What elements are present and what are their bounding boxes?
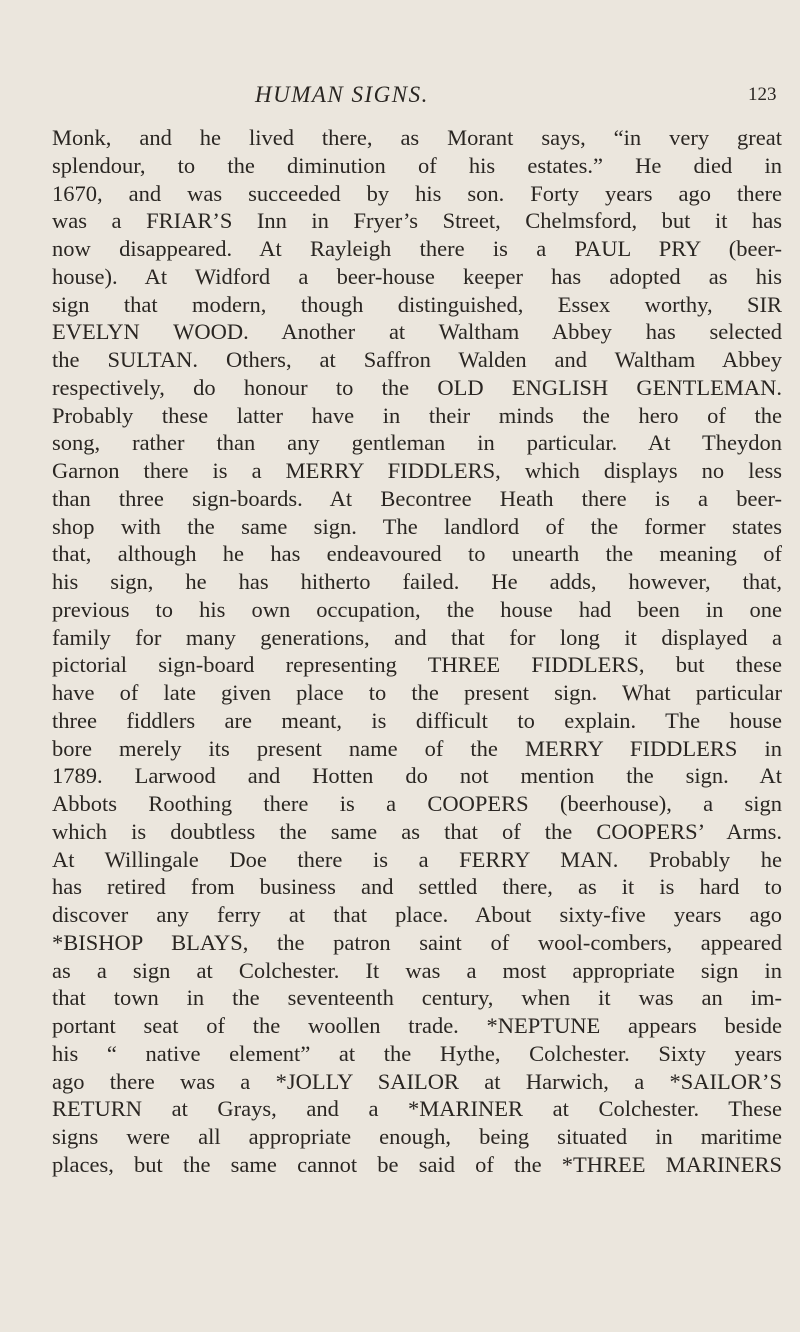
text-line: house). At Widford a beer-house keeper has adopted as his <box>52 263 782 289</box>
text-line: has retired from business and settled there, as it is hard to <box>52 874 782 900</box>
text-line: than three sign-boards. At Becontree Heath there is a beer- <box>52 485 782 511</box>
text-line: family for many generations, and that for long it displayed a <box>52 624 782 650</box>
text-line: places, but the same cannot be said of the *THREE MARINERS <box>52 1151 782 1177</box>
page-header <box>0 80 800 120</box>
text-line: that, although he has endeavoured to unearth the meaning of <box>52 541 782 567</box>
text-line: At Willingale Doe there is a FERRY MAN. Probably he <box>52 846 782 872</box>
text-line: that town in the seventeenth century, when it was an im- <box>52 985 782 1011</box>
text-line: now disappeared. At Rayleigh there is a PAUL PRY (beer- <box>52 236 782 261</box>
text-line: signs were all appropriate enough, being situated in maritime <box>52 1124 782 1149</box>
text-line: song, rather than any gentleman in particular. At Theydon <box>52 430 782 456</box>
page-number: 123 <box>748 84 777 105</box>
text-line: bore merely its present name of the MERRY FIDDLERS in <box>52 735 782 761</box>
text-line: his “ native element” at the Hythe, Colchester. Sixty years <box>52 1040 782 1066</box>
text-line: sign that modern, though distinguished, Essex worthy, SIR <box>52 291 782 317</box>
text-line: Abbots Roothing there is a COOPERS (beerhouse), a sign <box>52 791 782 816</box>
text-line: shop with the same sign. The landlord of the former states <box>52 513 782 539</box>
text-line: three fiddlers are meant, is difficult to explain. The house <box>52 707 782 733</box>
text-line: Probably these latter have in their minds the hero of the <box>52 402 782 428</box>
text-line: splendour, to the diminution of his estates.” He died in <box>52 152 782 178</box>
text-line: Garnon there is a MERRY FIDDLERS, which displays no less <box>52 458 782 483</box>
text-line: *BISHOP BLAYS, the patron saint of wool-combers, appeared <box>52 929 782 955</box>
text-line: RETURN at Grays, and a *MARINER at Colchester. These <box>52 1096 782 1122</box>
text-line: EVELYN WOOD. Another at Waltham Abbey has selected <box>52 319 782 345</box>
body-text <box>52 124 782 1179</box>
text-line: 1670, and was succeeded by his son. Forty years ago there <box>52 180 782 206</box>
text-line: ago there was a *JOLLY SAILOR at Harwich, a *SAILOR’S <box>52 1068 782 1094</box>
text-line: was a FRIAR’S Inn in Fryer’s Street, Chelmsford, but it has <box>52 208 782 234</box>
text-line: as a sign at Colchester. It was a most appropriate sign in <box>52 957 782 983</box>
text-line: discover any ferry at that place. About sixty-five years ago <box>52 902 782 927</box>
text-line: Monk, and he lived there, as Morant says, “in very great <box>52 125 782 150</box>
text-line: his sign, he has hitherto failed. He adds, however, that, <box>52 569 782 594</box>
text-line: 1789. Larwood and Hotten do not mention the sign. At <box>52 763 782 789</box>
text-line: which is doubtless the same as that of the COOPERS’ Arms. <box>52 818 782 844</box>
text-line: have of late given place to the present sign. What particular <box>52 680 782 705</box>
text-line: previous to his own occupation, the house had been in one <box>52 596 782 622</box>
text-line: portant seat of the woollen trade. *NEPTUNE appears beside <box>52 1013 782 1038</box>
running-title: HUMAN SIGNS. <box>255 82 429 107</box>
text-line: the SULTAN. Others, at Saffron Walden and Waltham Abbey <box>52 347 782 372</box>
text-line: respectively, do honour to the OLD ENGLISH GENTLEMAN. <box>52 374 782 400</box>
text-line: pictorial sign-board representing THREE FIDDLERS, but these <box>52 652 782 678</box>
